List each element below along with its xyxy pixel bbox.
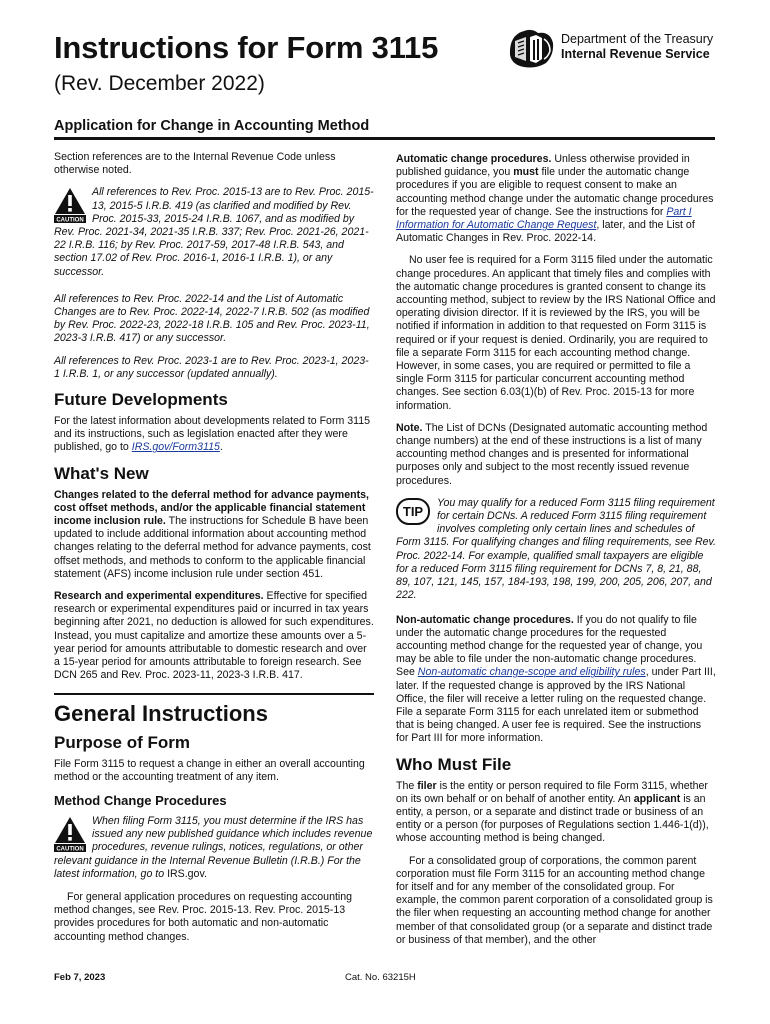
method-change-procedures-heading: Method Change Procedures <box>54 792 227 808</box>
future-developments-heading: Future Developments <box>54 390 228 410</box>
who-must-file-text: The filer is the entity or person required to file Form 3115, whether on its own behalf or on behalf of another entity. An applicant is an entity, a person, or a separate and distinct trade or business of an entity or a person (for purposes of Regulations section 1.446-1(d)), whose accounting method is being changed. <box>396 779 709 845</box>
whats-new-heading: What's New <box>54 463 149 483</box>
who-must-file-heading: Who Must File <box>396 754 512 774</box>
whats-new-item-1: Changes related to the deferral method for advance payments, cost offset methods, and/or the applicable financial statement income inclusion rule. The instructions for Schedule B have been updated to include additional information about accounting method changes relating to the deferral method for advance payments, cost offset methods, and methods to conform to the applicable financial statement (AFS) income inclusion rule under section 451. <box>54 488 371 580</box>
caution-icon <box>54 816 86 852</box>
non-automatic-paragraph: Non-automatic change procedures. If you do not qualify to file under the automatic change procedures for the requested accounting method change for the requested year of change, you may be able to file under the non-automatic change procedures. See Non-automatic change-scope and eligibility rules, under Part III, later. If the requested change is approved by the IRS National Office, the filer will receive a letter ruling on the requested change. File a separate Form 3115 for each unrelated item or submethod that is being changed. A user fee is required. See the instructions for Part III for more information. <box>396 613 716 745</box>
caution-label: CAUTION <box>56 846 84 852</box>
caution-block-1 <box>54 186 374 278</box>
footer-date: Feb 7, 2023 <box>54 972 106 983</box>
right-column <box>396 153 716 956</box>
agency-name: Internal Revenue Service <box>561 47 710 61</box>
whats-new-item-2: Research and experimental expenditures. Effective for specified research or experimental expenditures paid or incurred in tax years beginning after 2021, no deduction is allowed for such expenditures. Instead, you must capitalize and amortize these amounts over a 5-year period for amounts attributable to domestic research and over a 15-year period for amounts attributable to foreign research. See DCN 265 and Rev. Proc. 2023-11, 2023-3 I.R.B. 417. <box>54 590 374 682</box>
tip-block <box>396 497 716 603</box>
revision-date: (Rev. December 2022) <box>54 72 265 95</box>
tip-text: You may qualify for a reduced Form 3115 filing requirement for certain DCNs. A reduced Form 3115 filing requirement involves completing only certain lines and schedules of Form 3115. For qualifying changes and filing requirements, see Rev. Proc. 2022-14. For example, qualified small taxpayers are eligible for a reduced Form 3115 filing requirement for DCNs 7, 8, 21, 88, 89, 107, 121, 145, 157, 184-193, 198, 199, 200, 205, 206, 207, and 222. <box>396 496 716 602</box>
document-subtitle: Application for Change in Accounting Method <box>54 118 370 134</box>
irs-gov-text: IRS.gov. <box>167 867 207 880</box>
general-procedures-text: For general application procedures on requesting accounting method changes, see Rev. Proc. 2015-13. Rev. Proc. 2015-13 provides procedures for both automatic and non-automatic accounting method changes. <box>54 890 353 943</box>
consolidated-group-text: For a consolidated group of corporations, the common parent corporation must file Form 3115 for an accounting method change for itself and for any member of the consolidated group. For example, the common parent corporation of a consolidated group is the filer when requesting an accounting method change for another member of that consolidated group (or a separate and distinct trade or business of that member), and the other <box>396 854 713 946</box>
no-user-fee-paragraph: No user fee is required for a Form 3115 filed under the automatic change procedures. An applicant that timely files and complies with the automatic change procedures is granted consent to change its accounting method, subject to review by the IRS National Office and operating division director. If it is reviewed by the IRS, you will be notified if information in addition to that requested on Form 3115 is required or if your request is denied. Ordinarily, you are required to file a separate Form 3115 for each accounting method change. However, in some cases, you are required or permitted to file a single Form 3115 for particular concurrent accounting method changes. See section 6.03(1)(b) of Rev. Proc. 2015-13 for more information. <box>396 254 716 412</box>
caution-block-2 <box>54 815 374 881</box>
tip-icon: TIP <box>396 498 430 525</box>
page-title: Instructions for Form 3115 <box>54 30 439 65</box>
caution-text-2: When filing Form 3115, you must determine if the IRS has issued any new published guidance which includes revenue procedures, revenue rulings, notices, regulations, or other relevant guidance in the Internal Revenue Bulletin (I.R.B.) For the latest information, go to <box>54 814 373 880</box>
caution-icon <box>54 187 86 223</box>
header-rule <box>54 137 715 140</box>
note-paragraph: Note. The List of DCNs (Designated automatic accounting method change numbers) at the end of these instructions is a list of many accounting method changes and is presented for informational purposes only and subject to the most recently issued revenue procedures. <box>396 421 708 487</box>
purpose-of-form-heading: Purpose of Form <box>54 732 191 752</box>
automatic-change-paragraph: Automatic change procedures. Unless otherwise provided in published guidance, you must file under the automatic change procedures if you are eligible to request consent to make an accounting method change under the automatic change procedures for the requested year of change. See the instructions for Part I Information for Automatic Change Request, later, and the List of Automatic Changes in Rev. Proc. 2022-14. <box>396 153 714 245</box>
catalog-number: Cat. No. 63215H <box>345 972 416 983</box>
irs-form3115-link[interactable]: IRS.gov/Form3115 <box>131 441 220 454</box>
refs-paragraph-3: All references to Rev. Proc. 2023-1 are to Rev. Proc. 2023-1, 2023-1 I.R.B. 1, or any successor (updated annually). <box>54 354 369 380</box>
irs-eagle-logo-icon <box>506 25 556 71</box>
left-column <box>54 151 374 953</box>
non-automatic-scope-link[interactable]: Non-automatic change-scope and eligibility rules <box>417 666 646 679</box>
part1-automatic-link[interactable]: Part I Information for Automatic Change Request <box>396 205 692 232</box>
intro-paragraph: Section references are to the Internal Revenue Code unless otherwise noted. <box>54 151 336 177</box>
caution-label: CAUTION <box>56 217 84 224</box>
future-developments-text: For the latest information about developments related to Form 3115 and its instructions, such as legislation enacted after they were published, go to IRS.gov/Form3115. <box>54 415 371 454</box>
refs-paragraph-2: All references to Rev. Proc. 2022-14 and the List of Automatic Changes are to Rev. Proc. 2022-14, 2022-7 I.R.B. 502 (as modified by Rev. Proc. 2022-23, 2022-18 I.R.B. 105 and Rev. Proc. 2023-11, 2023-3 I.R.B. 417) or any successor. <box>54 292 370 345</box>
purpose-of-form-text: File Form 3115 to request a change in either an overall accounting method or the accounting treatment of any item. <box>54 757 365 783</box>
caution-text-1: All references to Rev. Proc. 2015-13 are to Rev. Proc. 2015-13, 2015-5 I.R.B. 419 (as clarified and modified by Rev. Proc. 2015-33, 2015-24 I.R.B. 1067, and as modified by Rev. Proc. 2021-34, 2021-35 I.R.B. 337; Rev. Proc. 2021-26, 2021-22 I.R.B. 116; by Rev. Proc. 2017-59, 2017-48 I.R.B. 543, and section 17.02 of Rev. Proc. 2016-1, 2016-1 I.R.B. 1), or any successor. <box>54 186 374 278</box>
section-rule <box>54 693 374 695</box>
general-instructions-heading: General Instructions <box>54 700 268 726</box>
department-name: Department of the Treasury <box>561 32 714 46</box>
